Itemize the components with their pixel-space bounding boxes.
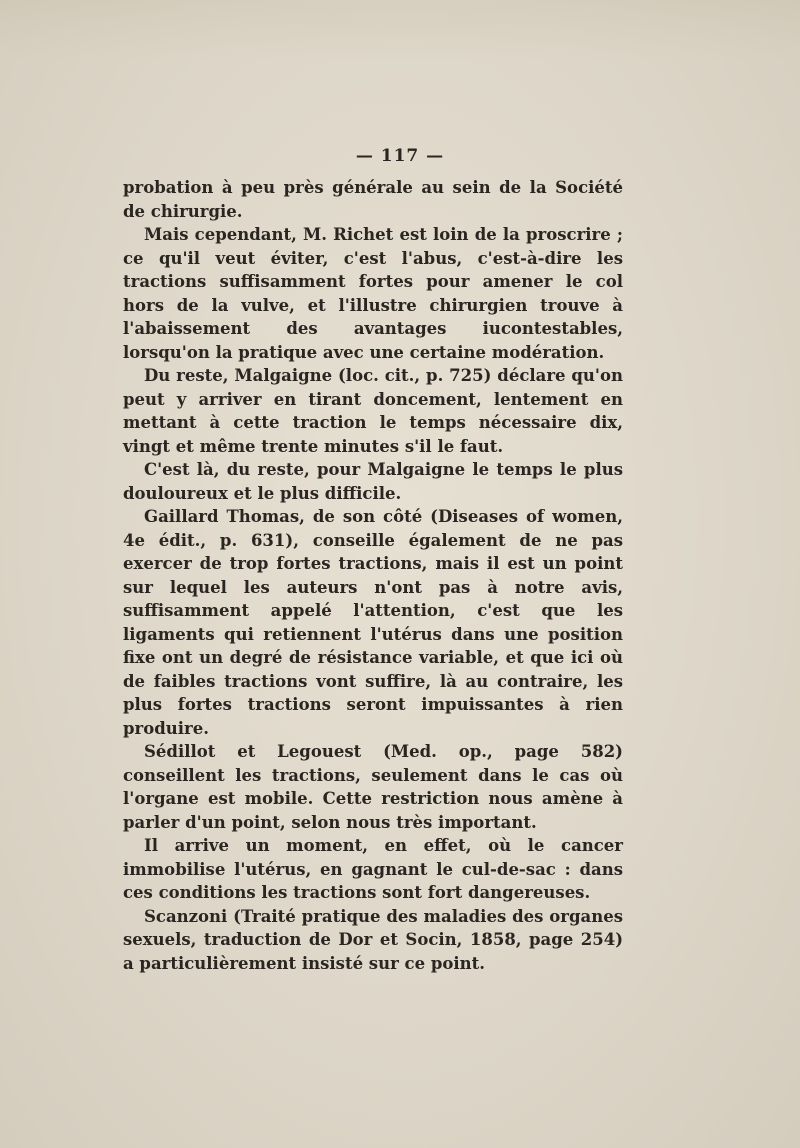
paragraph: Mais cependant, M. Richet est loin de la proscrire ; ce qu'il veut éviter, c'est l'abus, c'est-à-dire les tractions suffisamment fortes pour amener le col hors de la vulve, et l'illustre chirurgien trouve à l'abaissement des avantages iucontestables, lorsqu'on la pratique avec une certaine modération. (123, 225, 623, 362)
page-number: — 117 — (355, 146, 445, 166)
paragraph: C'est là, du reste, pour Malgaigne le temps le plus douloureux et le plus difficile. (123, 460, 623, 503)
paragraph: Scanzoni (Traité pratique des maladies des organes sexuels, traduction de Dor et Socin, 1858, page 254) a particulièrement insisté sur ce point. (123, 906, 623, 973)
page-stain (0, 0, 800, 60)
paragraph: Il arrive un moment, en effet, où le cancer immobilise l'utérus, en gagnant le cul-de-sac : dans ces conditions les tractions sont fort dangereuses. (123, 836, 623, 902)
paragraph: Gaillard Thomas, de son côté (Diseases of women, 4e édit., p. 631), conseille également de ne pas exercer de trop fortes tractions, mais il est un point sur lequel les auteurs n'ont pas à notre avis, suffisamment appelé l'attention, c'est que les ligaments qui retiennent l'utérus dans une position fixe ont un degré de résistance variable, et que ici où de faibles tractions vont suffire, là au contraire, les plus fortes tractions seront impuissantes à rien produire. (123, 507, 623, 738)
body-text (123, 176, 623, 975)
paragraph: Du reste, Malgaigne (loc. cit., p. 725) déclare qu'on peut y arriver en tirant doncement, lentement en mettant à cette traction le temps nécessaire dix, vingt et même trente minutes s'il le faut. (123, 366, 623, 456)
paragraph: Sédillot et Legouest (Med. op., page 582) conseillent les tractions, seulement dans le cas où l'organe est mobile. Cette restriction nous amène à parler d'un point, selon nous très important. (123, 742, 623, 832)
paragraph: probation à peu près générale au sein de la Société de chirurgie. (123, 178, 623, 221)
